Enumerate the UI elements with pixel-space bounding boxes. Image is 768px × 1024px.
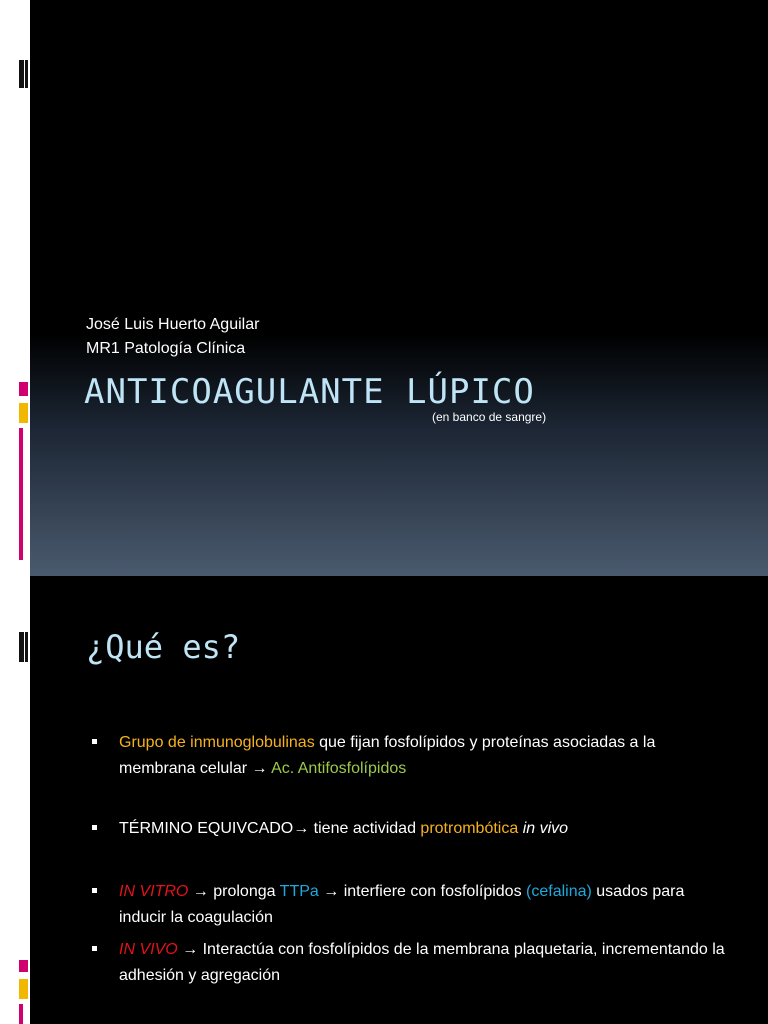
content-slide: [0, 576, 768, 1024]
sidebar-decoration: [25, 632, 28, 662]
sidebar-decoration: [25, 60, 28, 88]
list-item: Grupo de inmunoglobulinas que fijan fosfolípidos y proteínas asociadas a la membrana celular → Ac. Antifosfolípidos: [92, 730, 732, 782]
author-name: José Luis Huerto Aguilar: [86, 316, 260, 333]
sidebar-decoration: [19, 428, 23, 560]
sidebar-decoration: [19, 403, 28, 423]
sidebar-decoration: [19, 960, 28, 972]
bullet-square-icon: [92, 946, 97, 951]
author-role: MR1 Patología Clínica: [86, 340, 246, 357]
list-item: IN VITRO → prolonga TTPa → interfiere con fosfolípidos (cefalina) usados para inducir la coagulación: [92, 879, 732, 931]
slide-title: ¿Qué es?: [86, 628, 241, 666]
list-item: TÉRMINO EQUIVCADO→ tiene actividad protrombótica in vivo: [92, 816, 732, 842]
bullet-list: [92, 730, 732, 989]
sidebar-decoration: [19, 60, 24, 88]
sidebar-decoration: [19, 1004, 23, 1024]
author-block: [86, 313, 259, 361]
sidebar-decoration: [19, 382, 28, 396]
list-item: IN VIVO → Interactúa con fosfolípidos de la membrana plaquetaria, incrementando la adhesión y agregación: [92, 937, 732, 989]
slide-title: ANTICOAGULANTE LÚPICO: [84, 372, 535, 412]
bullet-square-icon: [92, 739, 97, 744]
slide-sidebar: [0, 0, 30, 576]
bullet-square-icon: [92, 888, 97, 893]
sidebar-decoration: [19, 979, 28, 999]
slide-subtitle: (en banco de sangre): [432, 410, 547, 424]
slide-sidebar: [0, 576, 30, 1024]
bullet-square-icon: [92, 825, 97, 830]
sidebar-decoration: [19, 632, 24, 662]
